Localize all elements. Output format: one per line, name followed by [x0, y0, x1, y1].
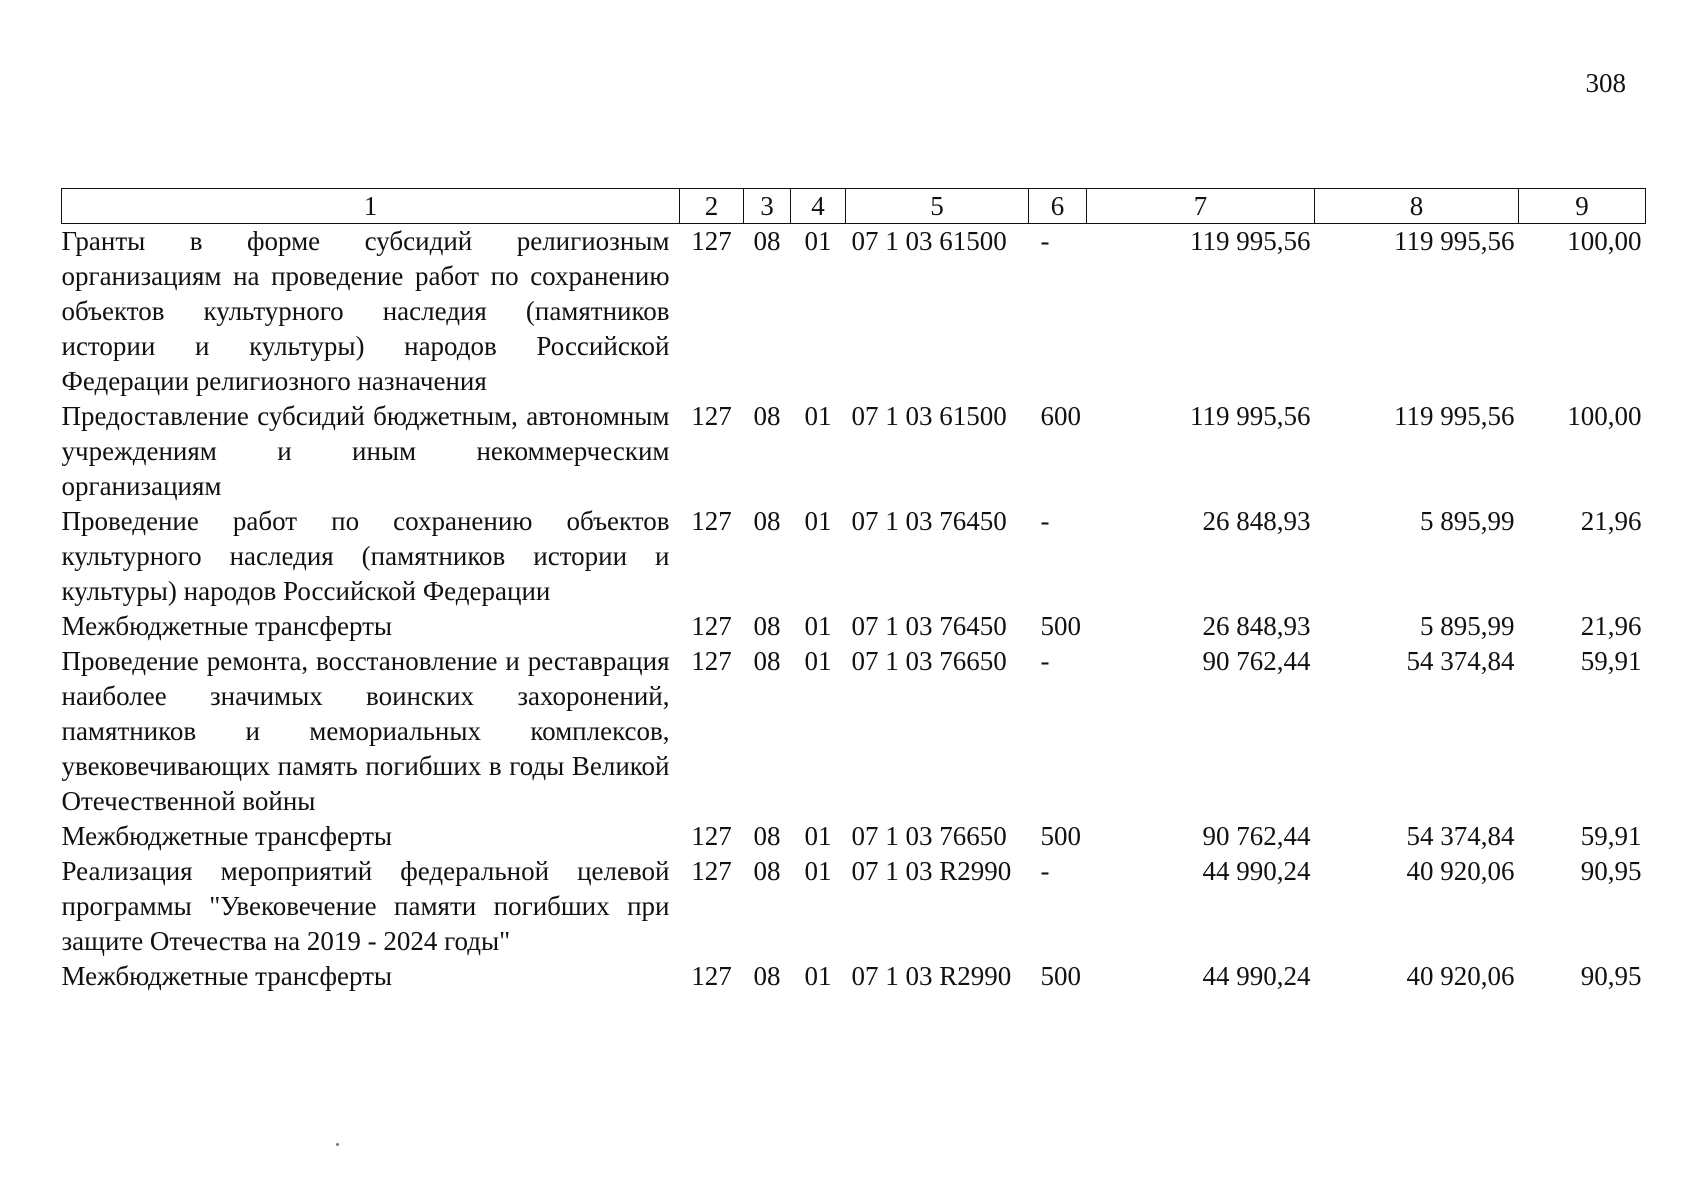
target-article-cell: 07 1 03 76450	[851, 611, 1007, 641]
executed-amount-cell: 54 374,84	[1406, 646, 1515, 676]
execution-percent-cell: 21,96	[1580, 506, 1642, 536]
admin-code-cell: 127	[691, 821, 732, 851]
execution-percent-cell: 59,91	[1580, 821, 1642, 851]
section-code-cell: 08	[753, 856, 781, 886]
target-article-cell: 07 1 03 61500	[851, 401, 1007, 431]
target-article-cell: 07 1 03 61500	[851, 226, 1007, 256]
subsection-code-cell: 01	[804, 401, 832, 431]
target-article-cell: 07 1 03 R2990	[851, 961, 1012, 991]
header-cell-5: 5	[846, 189, 1029, 224]
row-name-cell: Проведение работ по сохранению объектов культурного наследия (памятников истории и культуры) народов Российской Федерации	[61, 506, 670, 606]
planned-amount-cell: 119 995,56	[1190, 401, 1311, 431]
header-cell-4: 4	[791, 189, 846, 224]
expense-type-cell: 500	[1040, 961, 1081, 991]
execution-percent-cell: 21,96	[1580, 611, 1642, 641]
subsection-code-cell: 01	[804, 646, 832, 676]
executed-amount-cell: 40 920,06	[1406, 961, 1515, 991]
admin-code-cell: 127	[691, 226, 732, 256]
expense-type-cell: 500	[1040, 821, 1081, 851]
execution-percent-cell: 100,00	[1567, 401, 1642, 431]
header-cell-1: 1	[62, 189, 680, 224]
table-row	[62, 854, 1646, 959]
row-name-cell: Предоставление субсидий бюджетным, автономным учреждениям и иным некоммерческим организациям	[61, 401, 670, 501]
page-number: 308	[1585, 68, 1626, 98]
table-row	[62, 224, 1646, 400]
table-row	[62, 504, 1646, 609]
subsection-code-cell: 01	[804, 856, 832, 886]
header-row	[62, 189, 1646, 224]
row-name-cell: Межбюджетные трансферты	[61, 611, 393, 641]
row-name-cell: Межбюджетные трансферты	[61, 821, 393, 851]
admin-code-cell: 127	[691, 646, 732, 676]
expense-type-cell: -	[1040, 506, 1050, 536]
header-cell-3: 3	[744, 189, 791, 224]
row-name-cell: Межбюджетные трансферты	[61, 961, 393, 991]
section-code-cell: 08	[753, 401, 781, 431]
section-code-cell: 08	[753, 821, 781, 851]
executed-amount-cell: 119 995,56	[1394, 226, 1515, 256]
executed-amount-cell: 119 995,56	[1394, 401, 1515, 431]
planned-amount-cell: 26 848,93	[1202, 506, 1311, 536]
execution-percent-cell: 100,00	[1567, 226, 1642, 256]
header-cell-9: 9	[1519, 189, 1646, 224]
execution-percent-cell: 90,95	[1580, 856, 1642, 886]
executed-amount-cell: 54 374,84	[1406, 821, 1515, 851]
subsection-code-cell: 01	[804, 611, 832, 641]
admin-code-cell: 127	[691, 856, 732, 886]
execution-percent-cell: 90,95	[1580, 961, 1642, 991]
executed-amount-cell: 40 920,06	[1406, 856, 1515, 886]
planned-amount-cell: 44 990,24	[1202, 961, 1311, 991]
expense-type-cell: 600	[1040, 401, 1081, 431]
target-article-cell: 07 1 03 76650	[851, 646, 1007, 676]
table-body	[62, 224, 1646, 995]
row-name-cell: Реализация мероприятий федеральной целевой программы "Увековечение памяти погибших при защите Отечества на 2019 - 2024 годы"	[61, 856, 670, 956]
planned-amount-cell: 90 762,44	[1202, 821, 1311, 851]
row-name-cell: Гранты в форме субсидий религиозным организациям на проведение работ по сохранению объектов культурного наследия (памятников истории и культуры) народов Российской Федерации религиозного назначения	[61, 226, 670, 396]
planned-amount-cell: 44 990,24	[1202, 856, 1311, 886]
admin-code-cell: 127	[691, 506, 732, 536]
target-article-cell: 07 1 03 76450	[851, 506, 1007, 536]
target-article-cell: 07 1 03 76650	[851, 821, 1007, 851]
expense-type-cell: -	[1040, 856, 1050, 886]
table-row	[62, 819, 1646, 854]
scan-speck	[336, 1143, 339, 1146]
executed-amount-cell: 5 895,99	[1420, 611, 1515, 641]
table-row	[62, 399, 1646, 504]
section-code-cell: 08	[753, 961, 781, 991]
subsection-code-cell: 01	[804, 821, 832, 851]
executed-amount-cell: 5 895,99	[1420, 506, 1515, 536]
subsection-code-cell: 01	[804, 961, 832, 991]
section-code-cell: 08	[753, 646, 781, 676]
subsection-code-cell: 01	[804, 226, 832, 256]
admin-code-cell: 127	[691, 961, 732, 991]
header-cell-2: 2	[680, 189, 744, 224]
row-name-cell: Проведение ремонта, восстановление и реставрация наиболее значимых воинских захоронений, памятников и мемориальных комплексов, увековечивающих память погибших в годы Великой Отечественной войны	[61, 646, 670, 816]
header-cell-7: 7	[1087, 189, 1315, 224]
expense-type-cell: -	[1040, 226, 1050, 256]
table-row	[62, 959, 1646, 994]
admin-code-cell: 127	[691, 611, 732, 641]
planned-amount-cell: 26 848,93	[1202, 611, 1311, 641]
expense-type-cell: -	[1040, 646, 1050, 676]
budget-table	[61, 188, 1646, 994]
header-cell-6: 6	[1029, 189, 1087, 224]
table-row	[62, 609, 1646, 644]
section-code-cell: 08	[753, 226, 781, 256]
expense-type-cell: 500	[1040, 611, 1081, 641]
planned-amount-cell: 119 995,56	[1190, 226, 1311, 256]
header-cell-8: 8	[1315, 189, 1519, 224]
admin-code-cell: 127	[691, 401, 732, 431]
planned-amount-cell: 90 762,44	[1202, 646, 1311, 676]
table-row	[62, 644, 1646, 819]
section-code-cell: 08	[753, 506, 781, 536]
subsection-code-cell: 01	[804, 506, 832, 536]
section-code-cell: 08	[753, 611, 781, 641]
target-article-cell: 07 1 03 R2990	[851, 856, 1012, 886]
execution-percent-cell: 59,91	[1580, 646, 1642, 676]
